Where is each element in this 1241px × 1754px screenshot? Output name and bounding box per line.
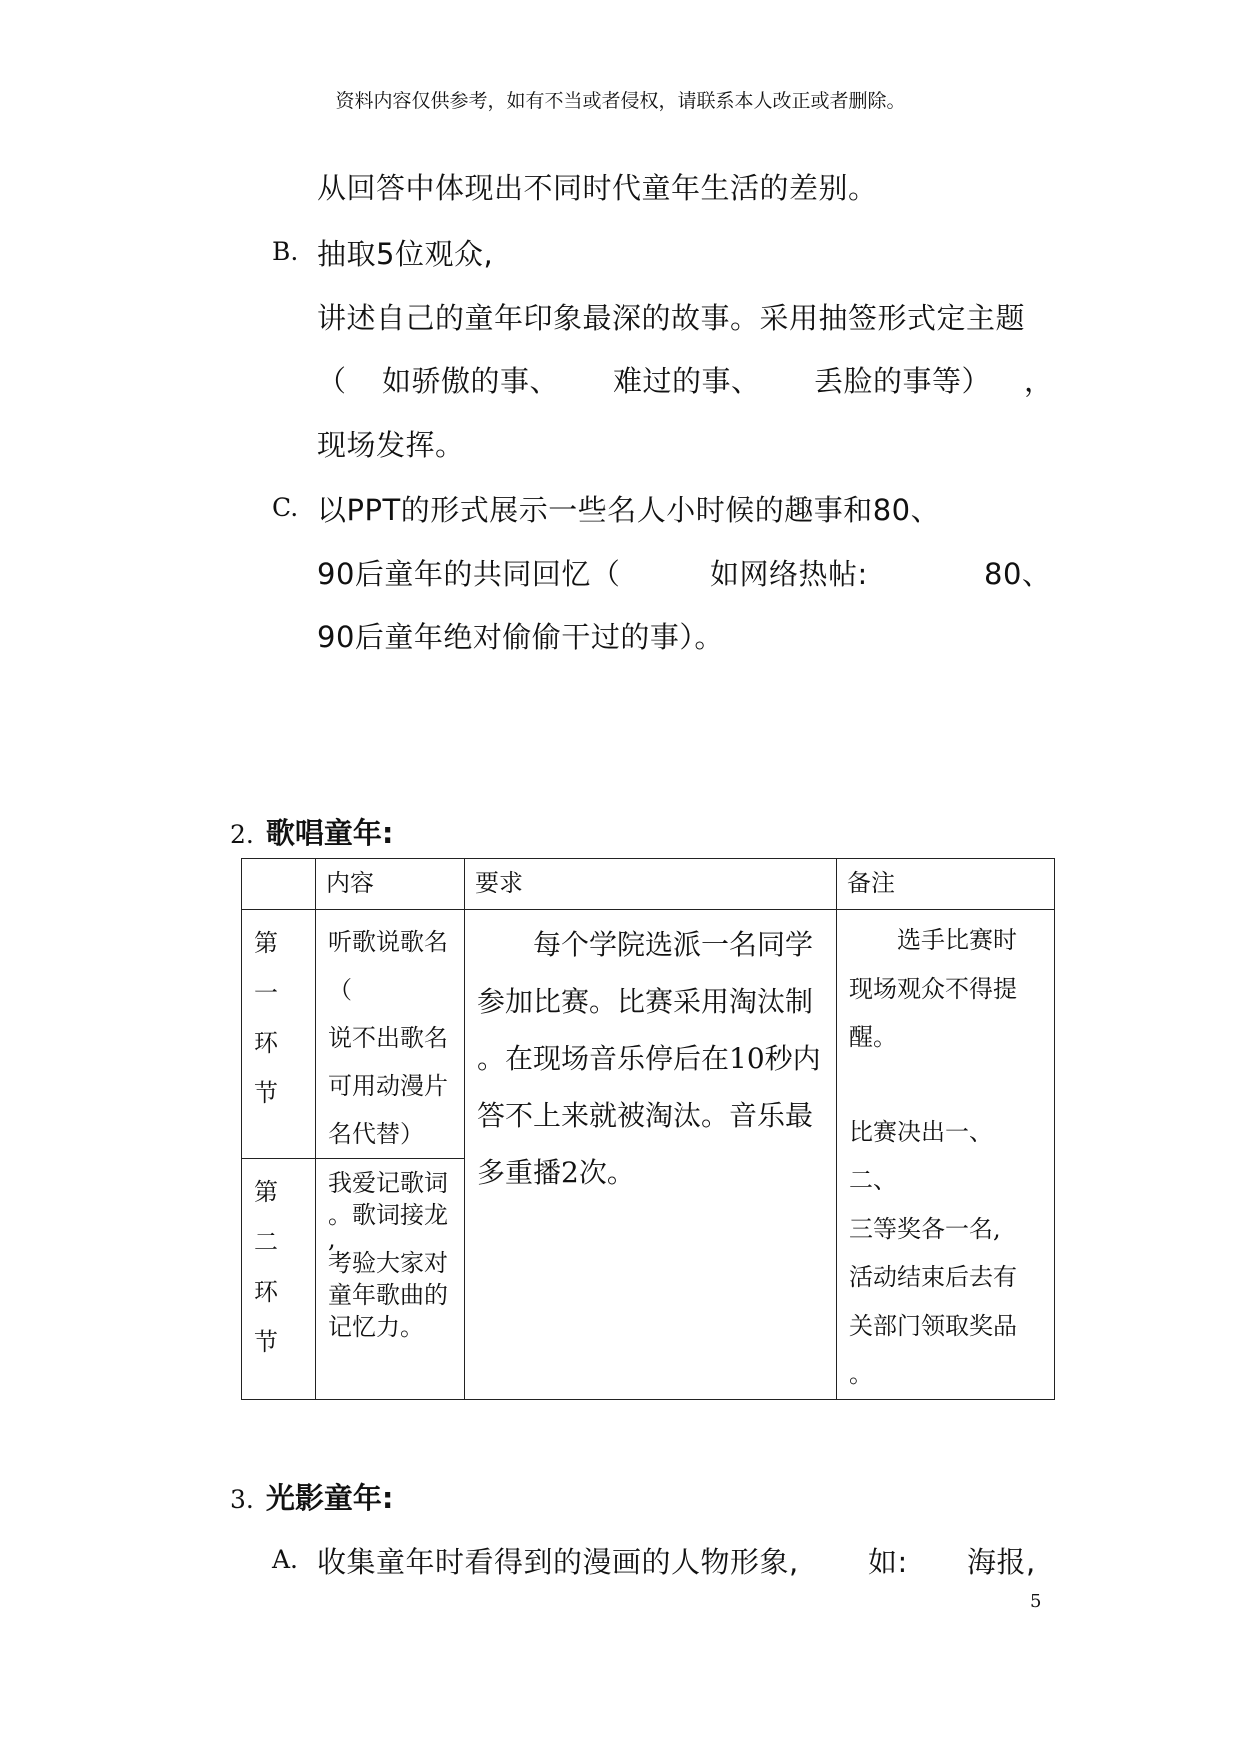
requirement-line: 答不上来就被淘汰。音乐最 (477, 1099, 814, 1132)
item-c-line-part: 80、 (984, 557, 1052, 591)
note-line: 现场观众不得提 (849, 974, 1017, 1003)
requirement-line: 。在现场音乐停后在10秒内 (477, 1042, 821, 1075)
content-line: , (328, 1225, 336, 1253)
item-marker-b: B. (272, 237, 299, 266)
note-line: 二、 (849, 1166, 897, 1194)
item-a-part: 收集童年时看得到的漫画的人物形象, (317, 1545, 799, 1579)
round-label-char: 节 (254, 1079, 278, 1107)
content-line: （ (328, 976, 352, 1004)
table-header-row (242, 859, 1055, 910)
section-title: 光影童年: (265, 1481, 394, 1515)
note-line: 比赛决出一、 (849, 1117, 993, 1146)
item-c-line: 90后童年绝对偷偷干过的事）。 (317, 620, 724, 654)
item-b-comma: ， (1024, 364, 1054, 398)
content-line: 童年歌曲的 (328, 1281, 448, 1309)
section-number: 3. (230, 1485, 254, 1514)
round-label-char: 第 (254, 929, 278, 957)
note-line: 选手比赛时 (897, 926, 1017, 954)
section-number: 2. (230, 820, 254, 849)
note-line: 关部门领取奖品 (849, 1311, 1017, 1340)
round-label-char: 环 (254, 1278, 278, 1306)
section-heading (230, 1476, 393, 1517)
section-heading (230, 811, 393, 852)
item-b-line: 讲述自己的童年印象最深的故事。采用抽签形式定主题 (317, 301, 1026, 335)
round-label-char: 二 (254, 1228, 278, 1256)
content-line: 。歌词接龙 (328, 1201, 448, 1229)
page-number: 5 (1030, 1591, 1042, 1612)
round-label-cell (242, 1159, 316, 1400)
item-a-part: 如: (868, 1545, 908, 1579)
table-row (242, 910, 1055, 1159)
table-header-cell (242, 859, 316, 910)
note-line: 。 (849, 1360, 873, 1388)
note-cell (837, 910, 1055, 1400)
content-line: 听歌说歌名 (328, 928, 448, 956)
item-b-paren-part: 难过的事、 (613, 364, 761, 398)
table-header-cell: 备注 (837, 859, 1055, 910)
requirement-line: 每个学院选派一名同学 (533, 928, 814, 961)
item-c-line-part: 90后童年的共同回忆（ (317, 557, 621, 591)
header-disclaimer: 资料内容仅供参考，如有不当或者侵权，请联系本人改正或者删除。 (335, 90, 906, 112)
table-header-cell: 内容 (316, 859, 465, 910)
requirement-line: 参加比赛。比赛采用淘汰制 (477, 985, 814, 1018)
content-line: 考验大家对 (328, 1249, 448, 1277)
round-label-cell (242, 910, 316, 1159)
round-content-cell (316, 1159, 465, 1400)
item-b-paren-part: 如骄傲的事、 (382, 364, 560, 398)
competition-table (241, 858, 1055, 1400)
content-line: 名代替） (328, 1120, 424, 1148)
paragraph-line: 从回答中体现出不同时代童年生活的差别。 (317, 171, 878, 205)
item-b-line: 现场发挥。 (317, 428, 465, 462)
section-title: 歌唱童年: (265, 816, 394, 850)
item-c-line-part: 如网络热帖: (710, 557, 868, 591)
content-line: 说不出歌名 (328, 1024, 448, 1052)
note-line: 三等奖各一名, (849, 1214, 1001, 1243)
item-c-line: 以PPT的形式展示一些名人小时候的趣事和80、 (317, 493, 941, 527)
requirement-cell (465, 910, 837, 1400)
item-b-line: 抽取5位观众, (317, 237, 494, 271)
round-label-char: 第 (254, 1178, 278, 1206)
item-marker-a: A. (272, 1545, 299, 1574)
content-line: 记忆力。 (328, 1313, 424, 1341)
note-line: 活动结束后去有 (849, 1263, 1017, 1291)
item-b-paren-part: 丢脸的事等） (814, 364, 992, 398)
content-line: 可用动漫片 (328, 1072, 448, 1100)
requirement-line: 多重播2次。 (477, 1156, 635, 1189)
item-marker-c: C. (272, 493, 299, 522)
note-line: 醒。 (849, 1023, 897, 1051)
round-content-cell (316, 910, 465, 1159)
content-line: 我爱记歌词 (328, 1169, 448, 1197)
round-label-char: 节 (254, 1328, 278, 1356)
round-label-char: 一 (254, 979, 278, 1007)
item-a-part: 海报, (967, 1545, 1036, 1579)
round-label-char: 环 (254, 1029, 278, 1057)
item-b-paren-open: （ (317, 364, 347, 398)
table-header-cell: 要求 (465, 859, 837, 910)
